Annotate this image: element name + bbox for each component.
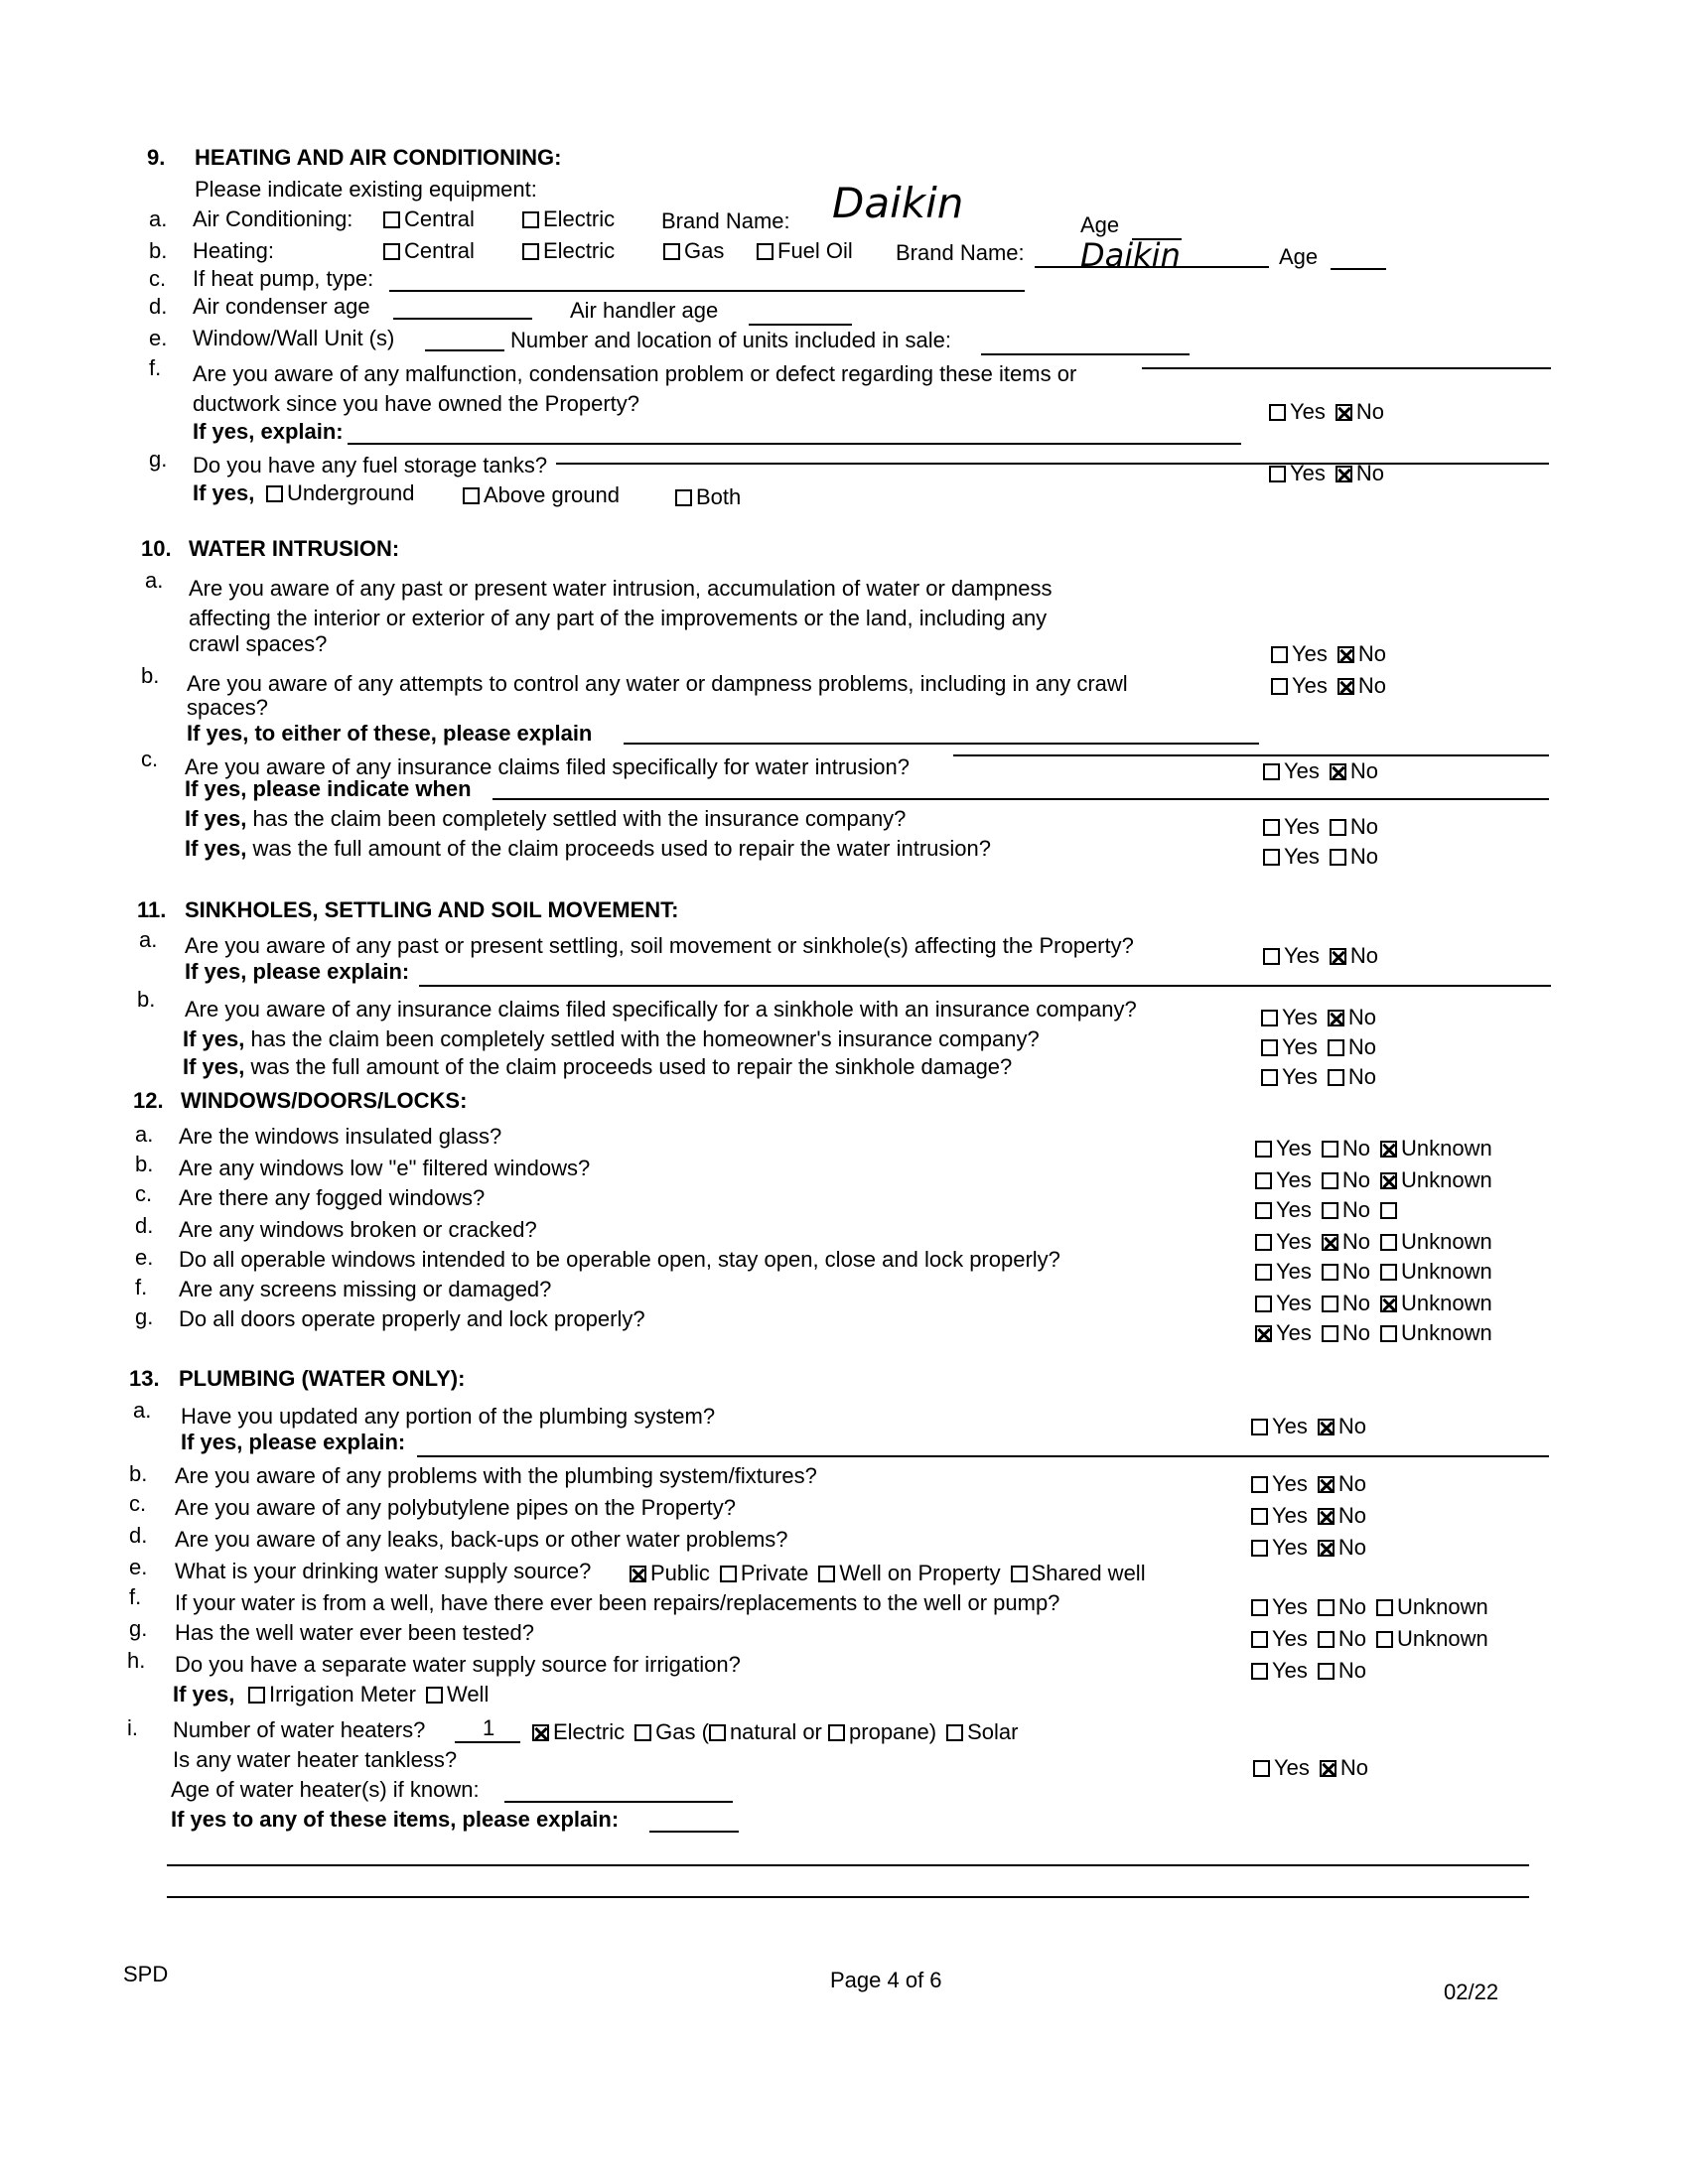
- s11b-letter: b.: [137, 987, 156, 1012]
- public-checkbox[interactable]: [630, 1566, 646, 1582]
- s13a-explain: If yes, please explain:: [181, 1430, 406, 1454]
- unknown-checkbox[interactable]: [1380, 1296, 1397, 1312]
- s9b-label: Heating:: [193, 238, 274, 263]
- footer-form-code: SPD: [123, 1962, 169, 1986]
- s9c-label: If heat pump, type:: [193, 266, 374, 291]
- s10c-letter: c.: [141, 747, 159, 771]
- s9b-fueloil-option[interactable]: Fuel Oil: [757, 238, 853, 264]
- s10b-letter: b.: [141, 663, 160, 688]
- yes-checkbox[interactable]: [1261, 1069, 1278, 1086]
- s10a-line1: Are you aware of any past or present water intrusion, accumulation of water or dampness: [189, 576, 1053, 601]
- yes-checkbox[interactable]: [1255, 1296, 1272, 1312]
- s10c-line1: Are you aware of any insurance claims filed specifically for water intrusion?: [185, 754, 910, 779]
- s11b-q2: If yes, has the claim been completely settled with the homeowner's insurance company?: [183, 1026, 1040, 1051]
- s11a-explain: If yes, please explain:: [185, 959, 410, 984]
- s9b-electric-option[interactable]: Electric: [522, 238, 615, 264]
- s12e-answer[interactable]: Yes No Unknown: [1255, 1259, 1502, 1285]
- no-checkbox[interactable]: [1322, 1202, 1338, 1219]
- s11a-letter: a.: [139, 927, 158, 952]
- s9c-line: [389, 290, 1025, 292]
- s10c-when-line: [492, 798, 1549, 800]
- s12c-answer[interactable]: Yes No: [1255, 1197, 1411, 1223]
- section-12-number: 12.: [133, 1088, 164, 1113]
- unknown-checkbox[interactable]: [1376, 1599, 1393, 1616]
- s9e-units-line: [425, 349, 504, 351]
- yes-checkbox[interactable]: [1251, 1631, 1268, 1648]
- section-11-title: SINKHOLES, SETTLING AND SOIL MOVEMENT:: [185, 897, 679, 922]
- s13g-answer[interactable]: Yes No Unknown: [1251, 1626, 1498, 1652]
- s9d-label: Air condenser age: [193, 294, 370, 319]
- section-11-number: 11.: [137, 897, 167, 922]
- no-checkbox[interactable]: [1336, 466, 1352, 482]
- s12a-letter: a.: [135, 1122, 154, 1147]
- s13i-count-line: [455, 1741, 520, 1743]
- no-checkbox[interactable]: [1328, 1010, 1344, 1026]
- s9b-brand-line: [1035, 266, 1269, 268]
- no-checkbox[interactable]: [1337, 678, 1354, 695]
- s11a-line1: Are you aware of any past or present settling, soil movement or sinkhole(s) affecting the Property?: [185, 933, 1134, 958]
- yes-checkbox[interactable]: [1251, 1599, 1268, 1616]
- no-checkbox[interactable]: [1322, 1264, 1338, 1281]
- footer-page-number: Page 4 of 6: [830, 1968, 942, 1992]
- s11b-q3: If yes, was the full amount of the claim proceeds used to repair the sinkhole damage?: [183, 1054, 1013, 1079]
- no-checkbox[interactable]: [1318, 1419, 1335, 1435]
- s12g-text: Do all doors operate properly and lock properly?: [179, 1306, 645, 1331]
- s13i-explain: If yes to any of these items, please explain:: [171, 1807, 620, 1832]
- no-checkbox[interactable]: [1318, 1476, 1335, 1493]
- yes-checkbox[interactable]: [1263, 763, 1280, 780]
- s10b-line2: spaces?: [187, 695, 268, 720]
- s10c-q2-answer[interactable]: Yes No: [1263, 814, 1388, 840]
- checkbox[interactable]: [663, 243, 680, 260]
- s11b-q3-answer[interactable]: Yes No: [1261, 1064, 1386, 1090]
- s9g-letter: g.: [149, 447, 168, 472]
- s13i-explain-line: [649, 1831, 739, 1833]
- unknown-checkbox[interactable]: [1376, 1631, 1393, 1648]
- yes-checkbox[interactable]: [1263, 948, 1280, 965]
- s13d-text: Are you aware of any leaks, back-ups or other water problems?: [175, 1527, 788, 1552]
- s12a-text: Are the windows insulated glass?: [179, 1124, 502, 1149]
- s13h-options[interactable]: Irrigation Meter Well: [248, 1682, 498, 1707]
- yes-checkbox[interactable]: [1269, 404, 1286, 421]
- s13f-answer[interactable]: Yes No Unknown: [1251, 1594, 1498, 1620]
- no-checkbox[interactable]: [1318, 1508, 1335, 1525]
- no-checkbox[interactable]: [1328, 1069, 1344, 1086]
- s13a-explain-line: [417, 1455, 1549, 1457]
- s9f-letter: f.: [149, 355, 162, 380]
- yes-checkbox[interactable]: [1255, 1264, 1272, 1281]
- s10b-explain: If yes, to either of these, please explain: [187, 721, 593, 746]
- s13b-letter: b.: [129, 1461, 148, 1486]
- s12f-text: Are any screens missing or damaged?: [179, 1277, 552, 1301]
- s9g-both-option[interactable]: Both: [675, 484, 741, 510]
- yes-checkbox[interactable]: [1255, 1141, 1272, 1158]
- s9g-answer[interactable]: Yes No: [1269, 461, 1394, 486]
- checkbox[interactable]: [266, 485, 283, 502]
- no-checkbox[interactable]: [1330, 849, 1346, 866]
- checkbox[interactable]: [522, 211, 539, 228]
- s11b-answer[interactable]: Yes No: [1261, 1005, 1386, 1030]
- s13i-age-line: [504, 1801, 733, 1803]
- propane-checkbox[interactable]: [828, 1724, 845, 1741]
- s10a-line2: affecting the interior or exterior of any part of the improvements or the land, including any: [189, 606, 1048, 630]
- unknown-checkbox[interactable]: [1380, 1264, 1397, 1281]
- section-9-title: HEATING AND AIR CONDITIONING:: [195, 145, 562, 170]
- s13h-ifyes: If yes,: [173, 1682, 235, 1706]
- s9g-ifyes: If yes,: [193, 480, 255, 505]
- yes-checkbox[interactable]: [1269, 466, 1286, 482]
- s9f-answer[interactable]: Yes No: [1269, 399, 1394, 425]
- s11a-explain-line: [419, 985, 1551, 987]
- no-checkbox[interactable]: [1330, 948, 1346, 965]
- s9d-condenser-line: [393, 318, 532, 320]
- s13f-text: If your water is from a well, have there ever been repairs/replacements to the well or pump?: [175, 1590, 1060, 1615]
- yes-checkbox[interactable]: [1251, 1476, 1268, 1493]
- s13e-text: What is your drinking water supply source?: [175, 1559, 592, 1583]
- unknown-checkbox[interactable]: [1380, 1172, 1397, 1189]
- section-10-title: WATER INTRUSION:: [189, 536, 400, 561]
- s9f-rule: [1142, 367, 1551, 369]
- solar-checkbox[interactable]: [946, 1724, 963, 1741]
- s9e-label2: Number and location of units included in sale:: [510, 328, 951, 352]
- yes-checkbox[interactable]: [1255, 1234, 1272, 1251]
- gas-checkbox[interactable]: [634, 1724, 651, 1741]
- s13e-letter: e.: [129, 1555, 148, 1579]
- checkbox[interactable]: [757, 243, 774, 260]
- s13h-text: Do you have a separate water supply source for irrigation?: [175, 1652, 741, 1677]
- no-checkbox[interactable]: [1318, 1663, 1335, 1680]
- s10b-explain-line: [624, 743, 1259, 745]
- s13h-letter: h.: [127, 1648, 146, 1673]
- s9b-letter: b.: [149, 238, 168, 263]
- section-12-title: WINDOWS/DOORS/LOCKS:: [181, 1088, 468, 1113]
- s9a-age-label: Age: [1080, 212, 1120, 237]
- s9e-label: Window/Wall Unit (s): [193, 326, 395, 350]
- section-9-number: 9.: [147, 145, 166, 170]
- s13i-tankless: Is any water heater tankless?: [173, 1747, 458, 1772]
- s9g-rule: [556, 463, 1549, 465]
- s12d-letter: d.: [135, 1213, 154, 1238]
- s13b-answer[interactable]: Yes No: [1251, 1471, 1376, 1497]
- s12c-text: Are there any fogged windows?: [179, 1185, 486, 1210]
- s9d-label2: Air handler age: [570, 298, 719, 323]
- yes-checkbox[interactable]: [1255, 1202, 1272, 1219]
- s10c-when: If yes, please indicate when: [185, 776, 472, 801]
- s13i-explain-line-2: [167, 1864, 1529, 1866]
- yes-checkbox[interactable]: [1251, 1663, 1268, 1680]
- s13h-answer[interactable]: Yes No: [1251, 1658, 1376, 1684]
- s9f-line2: ductwork since you have owned the Property?: [193, 391, 640, 416]
- s10a-letter: a.: [145, 568, 164, 593]
- s12e-text: Do all operable windows intended to be operable open, stay open, close and lock properly?: [179, 1247, 1060, 1272]
- s9g-line1: Do you have any fuel storage tanks?: [193, 453, 548, 478]
- s10c-q3-answer[interactable]: Yes No: [1263, 844, 1388, 870]
- yes-checkbox[interactable]: [1261, 1010, 1278, 1026]
- well-checkbox[interactable]: [426, 1687, 443, 1704]
- s12g-answer[interactable]: Yes No Unknown: [1255, 1320, 1502, 1346]
- no-checkbox[interactable]: [1330, 819, 1346, 836]
- s12f-letter: f.: [135, 1275, 148, 1299]
- s12b-letter: b.: [135, 1152, 154, 1176]
- no-checkbox[interactable]: [1318, 1599, 1335, 1616]
- section-13-number: 13.: [129, 1366, 160, 1391]
- s12c-letter: c.: [135, 1181, 153, 1206]
- s10c-answer[interactable]: Yes No: [1263, 758, 1388, 784]
- shared-well-checkbox[interactable]: [1011, 1566, 1028, 1582]
- no-checkbox[interactable]: [1318, 1540, 1335, 1557]
- checkbox[interactable]: [463, 487, 480, 504]
- no-checkbox[interactable]: [1336, 404, 1352, 421]
- s11b-line1: Are you aware of any insurance claims filed specifically for a sinkhole with an insurance company?: [185, 997, 1137, 1022]
- s12d-answer[interactable]: Yes No Unknown: [1255, 1229, 1502, 1255]
- s13c-text: Are you aware of any polybutylene pipes on the Property?: [175, 1495, 737, 1520]
- s10c-q3: If yes, was the full amount of the claim proceeds used to repair the water intrusion?: [185, 836, 992, 861]
- no-checkbox[interactable]: [1322, 1172, 1338, 1189]
- s11b-q2-answer[interactable]: Yes No: [1261, 1034, 1386, 1060]
- s12d-text: Are any windows broken or cracked?: [179, 1217, 537, 1242]
- s9b-brand-label: Brand Name:: [896, 240, 1025, 265]
- s13c-answer[interactable]: Yes No: [1251, 1503, 1376, 1529]
- s9a-label: Air Conditioning:: [193, 206, 353, 231]
- s10b-answer[interactable]: Yes No: [1271, 673, 1396, 699]
- irrigation-meter-checkbox[interactable]: [248, 1687, 265, 1704]
- checkbox[interactable]: [522, 243, 539, 260]
- natural-checkbox[interactable]: [709, 1724, 726, 1741]
- s12g-letter: g.: [135, 1304, 154, 1329]
- section-10-number: 10.: [141, 536, 172, 561]
- yes-checkbox[interactable]: [1271, 678, 1288, 695]
- s12b-text: Are any windows low "e" filtered windows?: [179, 1156, 591, 1180]
- no-checkbox[interactable]: [1322, 1234, 1338, 1251]
- s13i-count: 1: [483, 1715, 495, 1740]
- unknown-checkbox[interactable]: [1380, 1141, 1397, 1158]
- no-checkbox[interactable]: [1330, 763, 1346, 780]
- s10a-line3: crawl spaces?: [189, 631, 328, 656]
- s13i-explain-line-3: [167, 1896, 1529, 1898]
- s13i-options[interactable]: Electric Gas ( natural or propane) Solar: [532, 1719, 1028, 1745]
- s13i-tankless-answer[interactable]: Yes No: [1253, 1755, 1378, 1781]
- unknown-checkbox[interactable]: [1380, 1234, 1397, 1251]
- yes-checkbox[interactable]: [1263, 849, 1280, 866]
- s13a-text: Have you updated any portion of the plumbing system?: [181, 1404, 716, 1429]
- s13i-letter: i.: [127, 1715, 138, 1740]
- yes-checkbox[interactable]: [1263, 819, 1280, 836]
- s10b-line1: Are you aware of any attempts to control any water or dampness problems, including in any crawl: [187, 671, 1128, 696]
- private-checkbox[interactable]: [720, 1566, 737, 1582]
- s9e-letter: e.: [149, 326, 168, 350]
- no-checkbox[interactable]: [1318, 1631, 1335, 1648]
- yes-checkbox[interactable]: [1251, 1419, 1268, 1435]
- s9b-age-line: [1331, 268, 1386, 270]
- no-checkbox[interactable]: [1337, 646, 1354, 663]
- s13g-text: Has the well water ever been tested?: [175, 1620, 534, 1645]
- s9f-explain-line: [348, 443, 1241, 445]
- s13c-letter: c.: [129, 1491, 147, 1516]
- s9f-explain: If yes, explain:: [193, 419, 344, 444]
- s9b-central-option[interactable]: Central: [383, 238, 475, 264]
- s13e-options[interactable]: Public Private Well on Property Shared well: [630, 1561, 1156, 1586]
- yes-checkbox[interactable]: [1271, 646, 1288, 663]
- yes-checkbox[interactable]: [1251, 1540, 1268, 1557]
- s9c-letter: c.: [149, 266, 167, 291]
- s13i-age: Age of water heater(s) if known:: [171, 1777, 480, 1802]
- unknown-checkbox[interactable]: [1380, 1325, 1397, 1342]
- s9a-electric-option[interactable]: Electric: [522, 206, 615, 232]
- yes-checkbox[interactable]: [1251, 1508, 1268, 1525]
- s9g-aboveground-option[interactable]: Above ground: [463, 482, 620, 508]
- s9a-brand-handwritten: Daikin: [832, 179, 964, 227]
- s10c-rule: [953, 754, 1549, 756]
- checkbox[interactable]: [675, 489, 692, 506]
- electric-checkbox[interactable]: [532, 1724, 549, 1741]
- s12f-answer[interactable]: Yes No Unknown: [1255, 1291, 1502, 1316]
- s9d-handler-line: [749, 324, 852, 326]
- yes-checkbox[interactable]: [1261, 1039, 1278, 1056]
- s9e-location-line: [981, 353, 1190, 355]
- no-checkbox[interactable]: [1320, 1760, 1336, 1777]
- s10c-q2: If yes, has the claim been completely settled with the insurance company?: [185, 806, 907, 831]
- s9g-underground-option[interactable]: Underground: [266, 480, 414, 506]
- s9f-line1: Are you aware of any malfunction, condensation problem or defect regarding these items or: [193, 361, 1077, 386]
- s9b-brand-handwritten: Daikin: [1080, 236, 1181, 274]
- s9b-gas-option[interactable]: Gas: [663, 238, 724, 264]
- no-checkbox[interactable]: [1322, 1296, 1338, 1312]
- footer-date-code: 02/22: [1444, 1979, 1499, 2004]
- s13a-answer[interactable]: Yes No: [1251, 1414, 1376, 1439]
- checkbox[interactable]: [383, 211, 400, 228]
- s13f-letter: f.: [129, 1584, 142, 1609]
- unknown-checkbox[interactable]: [1380, 1202, 1397, 1219]
- s9a-central-option[interactable]: Central: [383, 206, 475, 232]
- s13g-letter: g.: [129, 1616, 148, 1641]
- s13d-letter: d.: [129, 1523, 148, 1548]
- yes-checkbox[interactable]: [1253, 1760, 1270, 1777]
- s13i-text: Number of water heaters?: [173, 1717, 426, 1742]
- no-checkbox[interactable]: [1322, 1141, 1338, 1158]
- s13b-text: Are you aware of any problems with the plumbing system/fixtures?: [175, 1463, 817, 1488]
- s9-intro: Please indicate existing equipment:: [195, 177, 537, 202]
- section-13-title: PLUMBING (WATER ONLY):: [179, 1366, 466, 1391]
- s11a-answer[interactable]: Yes No: [1263, 943, 1388, 969]
- s9a-brand-label: Brand Name:: [661, 208, 790, 233]
- yes-checkbox[interactable]: [1255, 1325, 1272, 1342]
- s9d-letter: d.: [149, 294, 168, 319]
- well-on-property-checkbox[interactable]: [818, 1566, 835, 1582]
- s12a-answer[interactable]: Yes No Unknown: [1255, 1136, 1502, 1161]
- s9b-age-label: Age: [1279, 244, 1319, 269]
- s9a-letter: a.: [149, 206, 168, 231]
- checkbox[interactable]: [383, 243, 400, 260]
- s12b-answer[interactable]: Yes No Unknown: [1255, 1167, 1502, 1193]
- s12e-letter: e.: [135, 1245, 154, 1270]
- s10a-answer[interactable]: Yes No: [1271, 641, 1396, 667]
- s13d-answer[interactable]: Yes No: [1251, 1535, 1376, 1561]
- no-checkbox[interactable]: [1328, 1039, 1344, 1056]
- yes-checkbox[interactable]: [1255, 1172, 1272, 1189]
- s13a-letter: a.: [133, 1398, 152, 1423]
- no-checkbox[interactable]: [1322, 1325, 1338, 1342]
